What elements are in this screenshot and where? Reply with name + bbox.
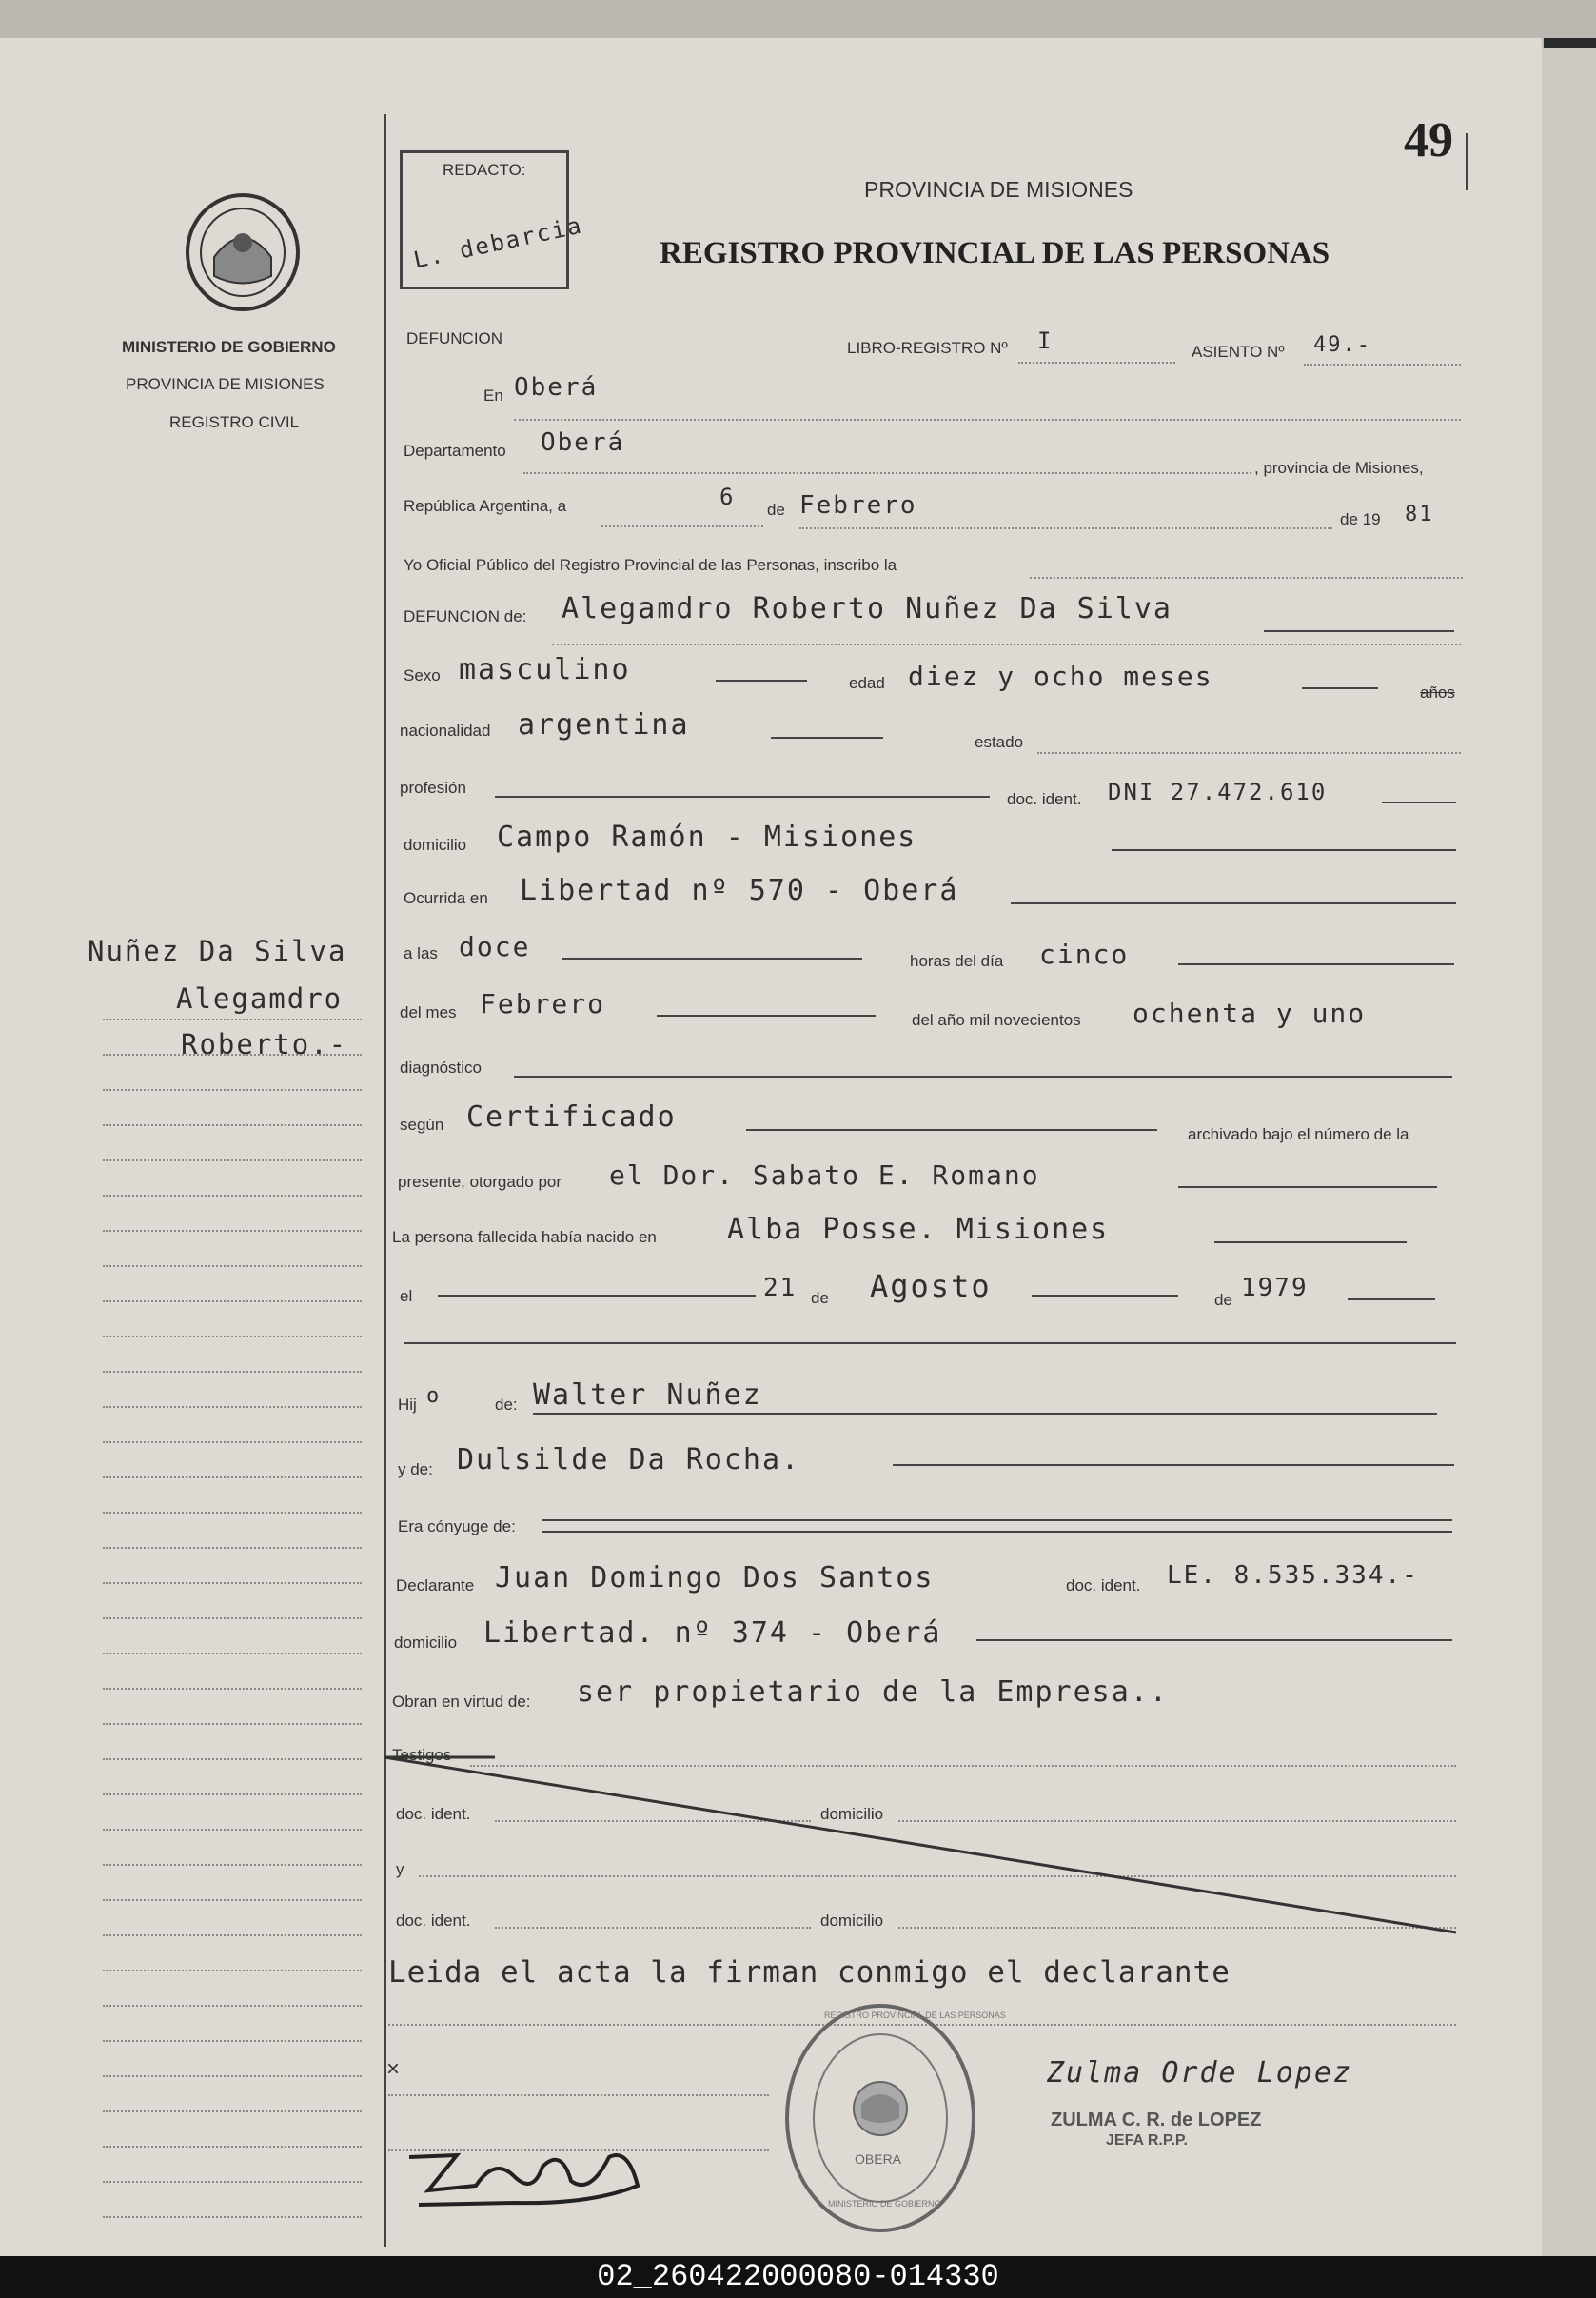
a-las-label: a las [404, 944, 438, 962]
anos-label: años [1420, 683, 1455, 702]
paper-edge [0, 0, 1596, 38]
birth-month: Agosto [870, 1268, 992, 1304]
doc-line [1382, 802, 1456, 803]
birth-day: 21 [763, 1274, 798, 1302]
segun-label: según [400, 1116, 444, 1134]
margin-dotted-line [103, 1441, 362, 1443]
nacionalidad-label: nacionalidad [400, 722, 491, 740]
mes-value: Febrero [480, 988, 606, 1020]
nacionalidad-line [771, 737, 883, 739]
en-dots [514, 419, 1461, 421]
mother-name: Dulsilde Da Rocha. [457, 1443, 801, 1476]
margin-dotted-line [103, 1089, 362, 1091]
deceased-line [1264, 630, 1454, 632]
testigos-label: Testigos [392, 1746, 452, 1764]
anio-label: del año mil novecientos [912, 1011, 1081, 1029]
province-label: PROVINCIA DE MISIONES [126, 375, 325, 393]
official-title: JEFA R.P.P. [1106, 2132, 1188, 2149]
redacto-signature: L. debarcia [411, 211, 585, 274]
testigo-dom-label-2: domicilio [820, 1912, 884, 1930]
dia-value: cinco [1039, 939, 1130, 970]
diagnostico-line [514, 1076, 1452, 1078]
birth-line-3 [1348, 1298, 1435, 1300]
margin-dotted-line [103, 1617, 362, 1619]
stamp-ring-text: REGISTRO PROVINCIAL DE LAS PERSONAS [824, 2011, 1006, 2020]
margin-dotted-line [103, 1054, 362, 1056]
day-value: 6 [719, 484, 736, 510]
margin-second-name: Roberto.- [181, 1028, 348, 1060]
stamp-center: OBERA [855, 2151, 902, 2167]
birth-line-1 [438, 1295, 756, 1297]
hijo-label: Hij [398, 1396, 417, 1414]
year-label: de 19 [1340, 510, 1381, 528]
asiento-label: ASIENTO Nº [1192, 343, 1285, 361]
decl-doc-label: doc. ident. [1066, 1576, 1141, 1595]
margin-dotted-line [103, 1195, 362, 1197]
mes-line [657, 1015, 876, 1017]
margin-dotted-line [103, 1476, 362, 1478]
margin-dotted-line [103, 1688, 362, 1690]
dia-line [1178, 963, 1454, 965]
testigo-dom-label-1: domicilio [820, 1805, 884, 1823]
edad-line [1302, 687, 1378, 689]
asiento-dots [1304, 364, 1461, 366]
y-de-label: y de: [398, 1460, 433, 1478]
nacido-line [1214, 1241, 1407, 1243]
mother-line [893, 1464, 1454, 1466]
domicilio-line [1112, 849, 1456, 851]
month-dots [799, 527, 1332, 529]
provincia-suffix: , provincia de Misiones, [1254, 459, 1424, 477]
x-mark: × [386, 2056, 401, 2082]
day-dots [601, 525, 763, 527]
declarant-signature [400, 2129, 685, 2214]
margin-dotted-line [103, 1864, 362, 1866]
decl-domicilio-label: domicilio [394, 1634, 458, 1652]
margin-dotted-line [103, 1758, 362, 1760]
nacionalidad-value: argentina [518, 708, 690, 742]
nacido-value: Alba Posse. Misiones [727, 1213, 1110, 1246]
oficial-dots [1030, 577, 1463, 579]
ministry-label: MINISTERIO DE GOBIERNO [122, 338, 336, 356]
profesion-line [495, 796, 990, 798]
defuncion-de-label: DEFUNCION de: [404, 607, 527, 625]
hora-line [562, 958, 862, 960]
father-name: Walter Nuñez [533, 1378, 762, 1412]
mes-label: del mes [400, 1003, 457, 1021]
birth-year: 1979 [1241, 1274, 1309, 1302]
nacido-label: La persona fallecida había nacido en [392, 1228, 657, 1246]
defuncion-label: DEFUNCION [406, 329, 503, 347]
doc-label: doc. ident. [1007, 790, 1082, 808]
edad-label: edad [849, 674, 885, 692]
deceased-name: Alegamdro Roberto Nuñez Da Silva [562, 592, 1172, 625]
doc-value: DNI 27.472.610 [1108, 779, 1328, 805]
depto-dots [523, 472, 1251, 474]
margin-dotted-line [103, 1793, 362, 1795]
asiento-value: 49.- [1313, 333, 1371, 357]
stamp-bottom-text: MINISTERIO DE GOBIERNO [828, 2199, 941, 2209]
month-value: Febrero [799, 491, 917, 520]
oficial-text: Yo Oficial Público del Registro Provincial de las Personas, inscribo la [404, 556, 897, 574]
sexo-line [716, 680, 807, 682]
edad-value: diez y ocho meses [908, 661, 1213, 692]
margin-dotted-line [103, 1019, 362, 1020]
declarante-label: Declarante [396, 1576, 475, 1595]
republica-label: República Argentina, a [404, 497, 567, 515]
declarante-value: Juan Domingo Dos Santos [495, 1561, 935, 1595]
domicilio-value: Campo Ramón - Misiones [497, 821, 917, 854]
testigo-y-label: y [396, 1860, 404, 1878]
month-de-label: de [767, 501, 785, 519]
segun-line [746, 1129, 1157, 1131]
margin-dotted-line [103, 1336, 362, 1337]
margin-dotted-line [103, 1406, 362, 1408]
hora-value: doce [459, 931, 531, 962]
ocurrida-value: Libertad nº 570 - Oberá [520, 874, 959, 907]
testigo-doc-label-2: doc. ident. [396, 1912, 471, 1930]
domicilio-label: domicilio [404, 836, 467, 854]
margin-dotted-line [103, 2005, 362, 2007]
margin-dotted-line [103, 1970, 362, 1971]
margin-dotted-line [103, 1829, 362, 1831]
margin-dotted-line [103, 1934, 362, 1936]
en-value: Oberá [514, 373, 599, 402]
margin-dotted-line [103, 1230, 362, 1232]
margin-dotted-line [103, 2181, 362, 2183]
diagnostico-label: diagnóstico [400, 1059, 483, 1077]
margin-dotted-line [103, 1159, 362, 1161]
profesion-label: profesión [400, 779, 466, 797]
margin-dotted-line [103, 1124, 362, 1126]
margin-dotted-line [103, 1723, 362, 1725]
page-number: 49 [1404, 113, 1453, 168]
sexo-label: Sexo [404, 666, 441, 684]
estado-label: estado [975, 733, 1024, 751]
birth-de-label: de [811, 1289, 829, 1307]
conyuge-label: Era cónyuge de: [398, 1517, 516, 1535]
deceased-dots [552, 644, 1461, 645]
hijo-suffix: o [426, 1384, 442, 1408]
margin-dotted-line [103, 1265, 362, 1267]
margin-dotted-line [103, 1582, 362, 1584]
presente-value: el Dor. Sabato E. Romano [609, 1159, 1040, 1191]
official-name: ZULMA C. R. de LOPEZ [1051, 2110, 1262, 2130]
redacto-box [400, 150, 585, 289]
presente-label: presente, otorgado por [398, 1173, 562, 1191]
birth-year-label: de [1214, 1291, 1232, 1309]
hijo-de-label: de: [495, 1396, 518, 1414]
header-province: PROVINCIA DE MISIONES [864, 177, 1133, 202]
testigos-strike [381, 1742, 1466, 1942]
year-value: 81 [1405, 503, 1434, 526]
margin-dotted-line [103, 1653, 362, 1654]
anio-value: ochenta y uno [1133, 998, 1367, 1029]
redacto-label: REDACTO: [443, 161, 526, 179]
closing-dots-2 [388, 2094, 769, 2096]
decl-domicilio-line [976, 1639, 1452, 1641]
horas-label: horas del día [910, 952, 1004, 970]
margin-dotted-line [103, 2216, 362, 2218]
margin-dotted-line [103, 2146, 362, 2148]
en-label: En [483, 386, 503, 405]
margin-dotted-line [103, 1512, 362, 1514]
conyuge-line-2 [542, 1531, 1452, 1533]
margin-first-name: Alegamdro [176, 982, 344, 1015]
province-emblem-icon [181, 190, 305, 314]
margin-dotted-line [103, 2110, 362, 2112]
father-line [533, 1413, 1437, 1415]
margin-dotted-line [103, 2075, 362, 2077]
margin-dotted-line [103, 1300, 362, 1302]
decl-doc-value: LE. 8.535.334.- [1167, 1561, 1419, 1590]
decl-domicilio-value: Libertad. nº 374 - Oberá [483, 1616, 942, 1650]
right-edge-line [1466, 133, 1468, 190]
closing-sentence: Leida el acta la firman conmigo el declarante [388, 1955, 1231, 1990]
presente-line [1178, 1186, 1437, 1188]
extra-line [404, 1342, 1456, 1344]
obran-value: ser propietario de la Empresa.. [577, 1675, 1169, 1709]
segun-value: Certificado [466, 1100, 677, 1134]
depto-value: Oberá [541, 428, 625, 457]
margin-surname: Nuñez Da Silva [88, 935, 347, 967]
margin-dotted-line [103, 1371, 362, 1373]
sexo-value: masculino [459, 653, 631, 686]
paper-stack-edge [1542, 48, 1596, 2256]
el-label: el [400, 1287, 413, 1305]
margin-dotted-line [103, 2040, 362, 2042]
ocurrida-label: Ocurrida en [404, 889, 488, 907]
margin-dotted-line [103, 1547, 362, 1549]
archivado-label: archivado bajo el número de la [1188, 1125, 1409, 1143]
birth-line-2 [1032, 1295, 1178, 1297]
libro-dots [1018, 362, 1175, 364]
civil-registry-label: REGISTRO CIVIL [169, 413, 300, 431]
conyuge-line-1 [542, 1519, 1452, 1521]
obran-label: Obran en virtud de: [392, 1693, 531, 1711]
libro-label: LIBRO-REGISTRO Nº [847, 339, 1008, 357]
libro-value: I [1037, 327, 1054, 354]
testigo-doc-label-1: doc. ident. [396, 1805, 471, 1823]
depto-label: Departamento [404, 442, 506, 460]
header-registry: REGISTRO PROVINCIAL DE LAS PERSONAS [660, 236, 1330, 270]
margin-dotted-line [103, 1899, 362, 1901]
estado-dots [1037, 752, 1461, 754]
official-signature: Zulma Orde Lopez [1047, 2056, 1352, 2090]
ocurrida-line [1011, 902, 1456, 904]
scan-caption: 02_260422000080-014330 [0, 2256, 1596, 2298]
